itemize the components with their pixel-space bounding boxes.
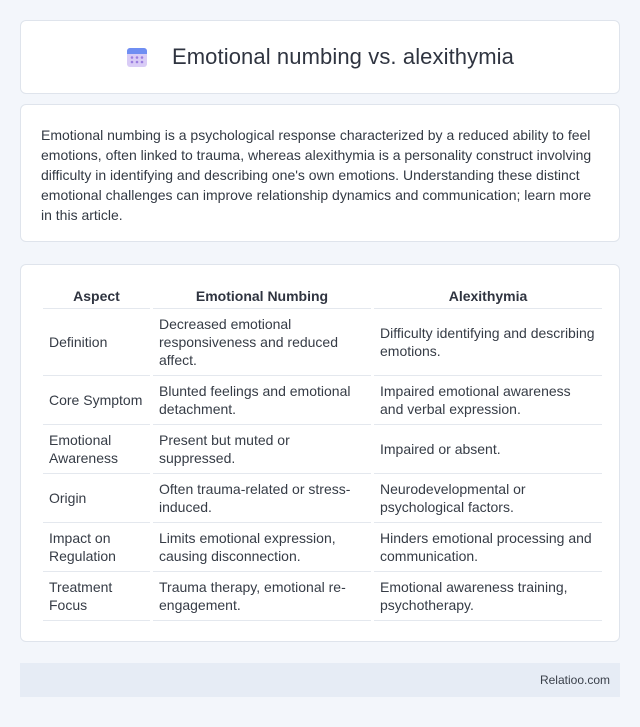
row-emotional-numbing: Blunted feelings and emotional detachment. (153, 376, 371, 425)
intro-text: Emotional numbing is a psychological response characterized by a reduced ability to feel emotions, often linked to trauma, whereas alexithymia is a personality construct involving difficulty in identifying and describing one's own emotions. Understanding these distinct emotional challenges can improve relationship dynamics and communication; learn more in this article. (41, 127, 592, 223)
row-aspect: Core Symptom (43, 376, 150, 425)
row-alexithymia: Difficulty identifying and describing emotions. (374, 309, 602, 376)
calendar-icon (126, 46, 148, 68)
row-emotional-numbing: Limits emotional expression, causing disconnection. (153, 523, 371, 572)
header-aspect: Aspect (43, 283, 150, 309)
table-row (43, 425, 602, 474)
header-alexithymia: Alexithymia (374, 283, 602, 309)
table-row (43, 523, 602, 572)
footer-brand: Relatioo.com (539, 673, 610, 687)
table-header-row (43, 283, 602, 309)
row-emotional-numbing: Present but muted or suppressed. (153, 425, 371, 474)
row-alexithymia: Neurodevelopmental or psychological factors. (374, 474, 602, 523)
row-aspect: Impact on Regulation (43, 523, 150, 572)
page-title: Emotional numbing vs. alexithymia (171, 44, 514, 69)
table-row (43, 376, 602, 425)
row-alexithymia: Hinders emotional processing and communication. (374, 523, 602, 572)
footer (20, 663, 620, 697)
intro-card (20, 104, 620, 242)
table-row (43, 309, 602, 376)
row-alexithymia: Impaired or absent. (374, 425, 602, 474)
comparison-table-card (20, 264, 620, 642)
table-row (43, 474, 602, 523)
header-emotional-numbing: Emotional Numbing (153, 283, 371, 309)
row-aspect: Definition (43, 309, 150, 376)
title-card (20, 20, 620, 94)
row-alexithymia: Emotional awareness training, psychotherapy. (374, 572, 602, 621)
row-aspect: Origin (43, 474, 150, 523)
row-alexithymia: Impaired emotional awareness and verbal expression. (374, 376, 602, 425)
row-aspect: Emotional Awareness (43, 425, 150, 474)
row-aspect: Treatment Focus (43, 572, 150, 621)
table-row (43, 572, 602, 621)
comparison-table (40, 283, 605, 621)
row-emotional-numbing: Trauma therapy, emotional re-engagement. (153, 572, 371, 621)
row-emotional-numbing: Often trauma-related or stress-induced. (153, 474, 371, 523)
row-emotional-numbing: Decreased emotional responsiveness and reduced affect. (153, 309, 371, 376)
